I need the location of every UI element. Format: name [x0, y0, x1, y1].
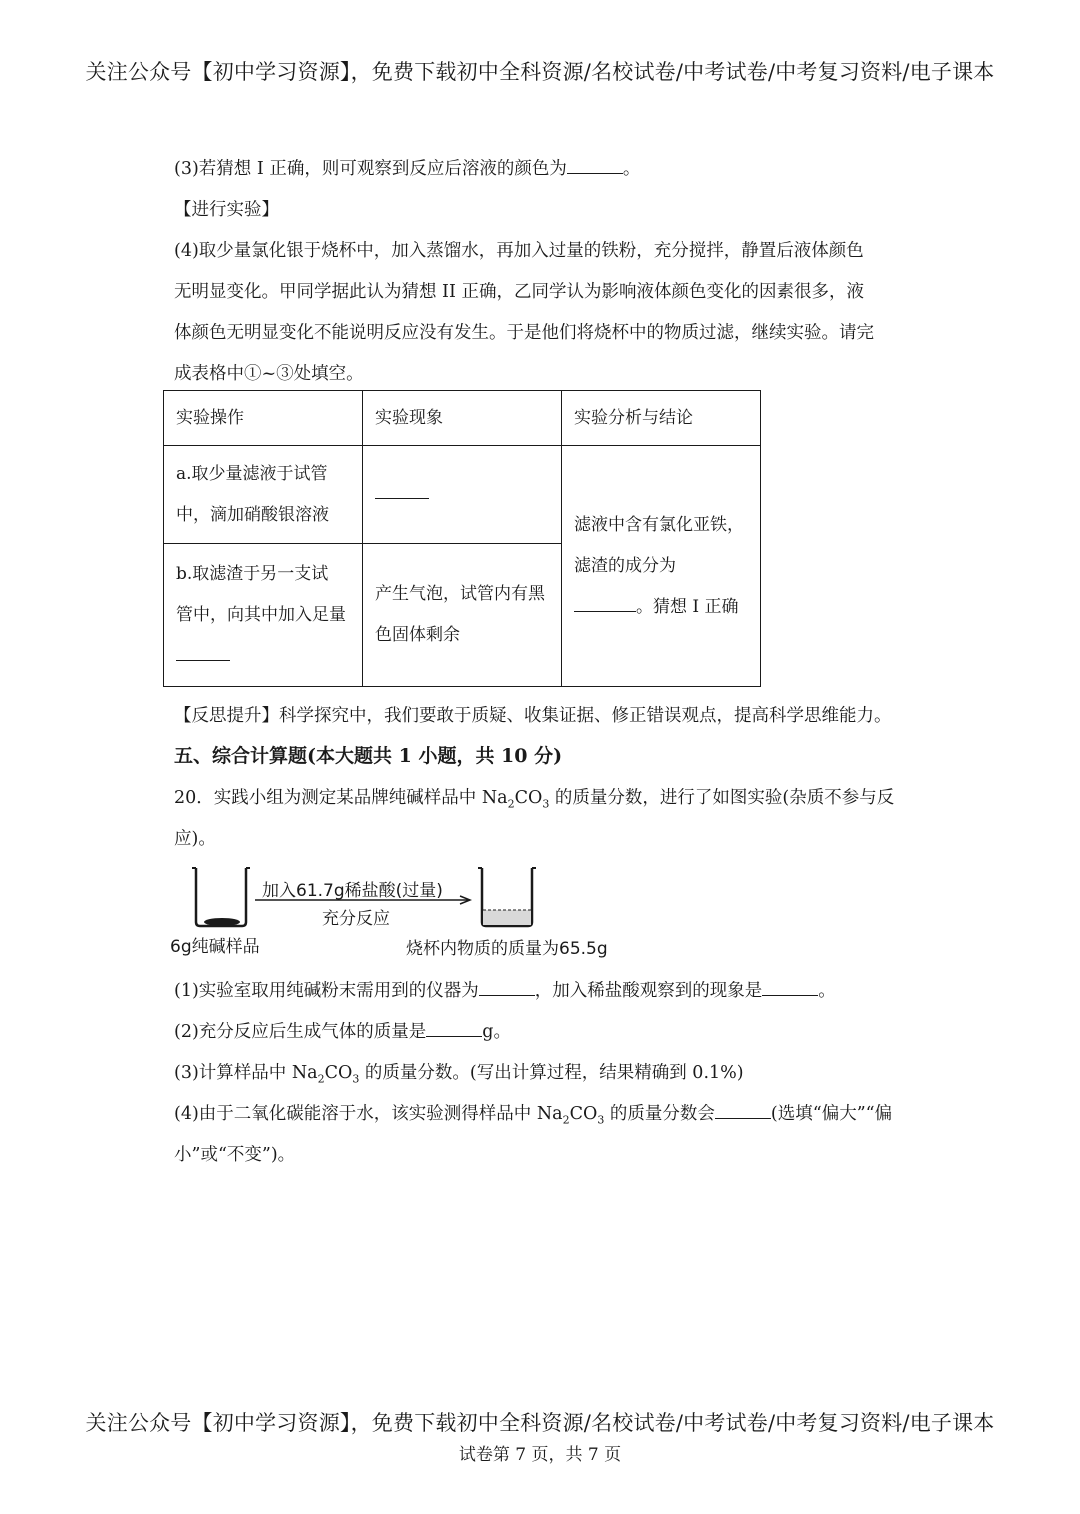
left-caption: 6g纯碱样品 [170, 937, 260, 957]
experiment-diagram [170, 860, 650, 960]
cell-line: 滤渣的成分为 [574, 555, 676, 576]
q19-part3 [174, 155, 640, 180]
cell-line: 产生气泡，试管内有黑 [375, 584, 545, 604]
answer-blank[interactable] [426, 1022, 482, 1037]
q19-part3-end: 。 [622, 159, 641, 179]
cell-line: 色固体剩余 [375, 625, 460, 645]
q20-stem-line: 应)。 [174, 829, 216, 849]
subscript: 2 [317, 1072, 325, 1086]
cell-text: 。猜想 I 正确 [636, 596, 739, 617]
q20-stem-line [174, 784, 894, 811]
stem-text: CO [514, 788, 543, 808]
arrow-bottom-label: 充分反应 [322, 909, 390, 929]
q-text: (1)实验室取用纯碱粉末需用到的仪器为 [174, 981, 479, 1001]
cell-line: b.取滤渣于另一支试 [176, 563, 329, 584]
q-text: 的质量分数会 [604, 1104, 715, 1124]
answer-blank[interactable] [762, 981, 818, 996]
q19-part4-line: (4)取少量氯化银于烧杯中，加入蒸馏水，再加入过量的铁粉，充分搅拌，静置后液体颜色 [174, 241, 864, 261]
q19-part4-line: 成表格中①~③处填空。 [174, 364, 364, 384]
q-text: ，加入稀盐酸观察到的现象是 [534, 981, 763, 1001]
cell-line [176, 636, 350, 677]
answer-blank[interactable] [567, 159, 623, 174]
page-footer: 试卷第 7 页，共 7 页 [458, 1445, 622, 1465]
q19-part4-line: 无明显变化。甲同学据此认为猜想 II 正确，乙同学认为影响液体颜色变化的因素很多，液 [174, 282, 864, 302]
table-header: 实验现象 [363, 391, 562, 446]
q20-part1 [174, 977, 836, 1002]
section-label: 【进行实验】 [174, 200, 279, 220]
answer-blank[interactable] [574, 597, 636, 612]
subscript: 2 [507, 797, 515, 811]
beaker-left [196, 868, 246, 926]
stem-text: 20．实践小组为测定某品牌纯碱样品中 Na [174, 788, 508, 808]
stem-text: 的质量分数，进行了如图实验(杂质不参与反 [549, 788, 895, 808]
q-text: CO [324, 1063, 353, 1083]
experiment-table [163, 390, 761, 687]
q-text: (4)由于二氧化碳能溶于水，该实验测得样品中 Na [174, 1104, 563, 1124]
top-banner: 关注公众号【初中学习资源】，免费下载初中全科资源/名校试卷/中考试卷/中考复习资料/电子课本 [85, 60, 995, 84]
q-text: (3)计算样品中 Na [174, 1063, 318, 1083]
q-text: 的质量分数。(写出计算过程，结果精确到 0.1%) [359, 1063, 744, 1083]
row-b-operation [164, 544, 363, 687]
table-header: 实验操作 [164, 391, 363, 446]
row-a-operation [164, 446, 363, 544]
q20-part4-cont: 小”或“不变”)。 [174, 1145, 296, 1165]
section-heading: 五、综合计算题(本大题共 1 小题，共 10 分) [174, 745, 563, 767]
subscript: 2 [562, 1113, 570, 1127]
cell-line: 滤液中含有氯化亚铁， [574, 514, 744, 535]
q-text: g。 [482, 1022, 511, 1042]
row-a-phenomenon [363, 446, 562, 544]
q19-part4-line: 体颜色无明显变化不能说明反应没有发生。于是他们将烧杯中的物质过滤，继续实验。请完 [174, 323, 874, 343]
cell-line: 管中，向其中加入足量 [176, 604, 346, 625]
cell-line [574, 587, 748, 628]
table-header-row [164, 391, 761, 446]
table-row [164, 446, 761, 544]
cell-line: a.取少量滤液于试管 [176, 463, 328, 484]
bottom-banner: 关注公众号【初中学习资源】，免费下载初中全科资源/名校试卷/中考试卷/中考复习资料/电子课本 [85, 1411, 995, 1435]
row-b-phenomenon [363, 544, 562, 687]
answer-blank[interactable] [715, 1104, 771, 1119]
answer-blank[interactable] [479, 981, 535, 996]
reflection-text: 【反思提升】科学探究中，我们要敢于质疑、收集证据、修正错误观点，提高科学思维能力。 [174, 706, 892, 726]
q-text: 。 [818, 981, 836, 1001]
q20-part3 [174, 1059, 744, 1086]
conclusion-cell [562, 446, 761, 687]
powder-sample [204, 918, 240, 926]
answer-blank[interactable] [375, 484, 429, 499]
cell-line: 中，滴加硝酸银溶液 [176, 504, 329, 525]
subscript: 3 [352, 1072, 360, 1086]
q-text: (选填“偏大”“偏 [770, 1104, 893, 1124]
q19-part3-text: (3)若猜想 I 正确，则可观察到反应后溶液的颜色为 [174, 159, 567, 179]
subscript: 3 [542, 797, 550, 811]
q-text: (2)充分反应后生成气体的质量是 [174, 1022, 427, 1042]
right-caption: 烧杯内物质的质量为65.5g [406, 939, 608, 959]
q-text: CO [569, 1104, 598, 1124]
subscript: 3 [597, 1113, 605, 1127]
q20-part4 [174, 1100, 892, 1127]
table-header: 实验分析与结论 [562, 391, 761, 446]
arrow-top-label: 加入61.7g稀盐酸(过量) [262, 881, 443, 901]
answer-blank[interactable] [176, 646, 230, 661]
q20-part2 [174, 1018, 511, 1043]
liquid [483, 910, 531, 925]
